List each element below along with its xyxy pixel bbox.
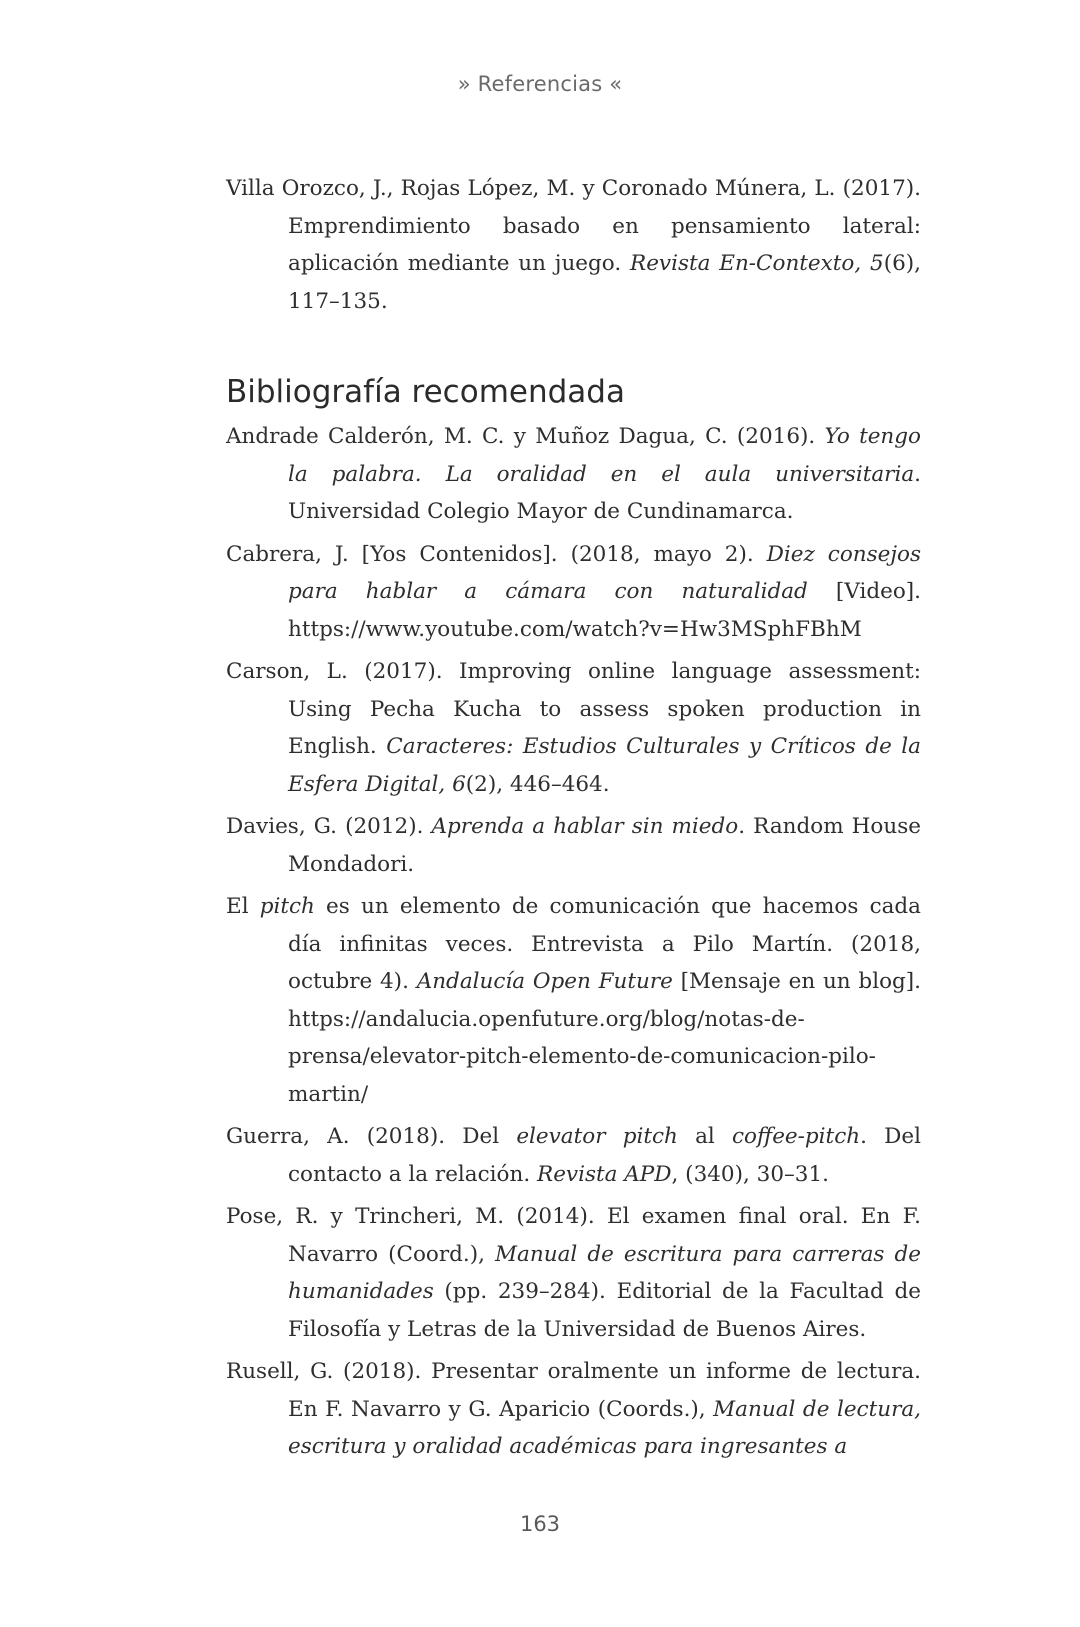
- reference-pose: [226, 1198, 921, 1348]
- reference-el-pitch: [226, 888, 921, 1113]
- ref-term: pitch: [259, 894, 315, 919]
- reference-carson: [226, 653, 921, 803]
- ref-text: Rusell, G. (2018). Presentar oralmente un informe de lectura. En F. Navarro y G. Aparicio (Coords.),: [226, 1359, 921, 1422]
- ref-text: El: [226, 894, 260, 919]
- ref-text: [Mensaje en un blog]. https://andalucia.openfuture.org/blog/notas-de-prensa/elevator-pitch-elemento-de-comunicacion-pilo-martin/: [288, 969, 921, 1107]
- references-column: [226, 170, 921, 1471]
- reference-villa-orozco: [226, 170, 921, 320]
- section-title: Bibliografía recomendada: [226, 374, 625, 410]
- ref-text: . Universidad Colegio Mayor de Cundinamarca.: [288, 461, 921, 524]
- ref-text: Guerra, A. (2018). Del: [226, 1124, 517, 1149]
- ref-term: elevator pitch: [516, 1124, 678, 1149]
- ref-journal: Caracteres: Estudios Culturales y Críticos de la Esfera Digital, 6: [288, 734, 921, 797]
- running-head: » Referencias «: [457, 72, 623, 96]
- ref-title: Manual de lectura, escritura y oralidad académicas para ingresantes a: [288, 1396, 922, 1459]
- ref-text: Cabrera, J. [Yos Contenidos]. (2018, mayo 2).: [226, 541, 767, 567]
- ref-title: Andalucía Open Future: [416, 969, 673, 994]
- ref-text: es un elemento de comunicación que hacemos cada día infinitas veces. Entrevista a Pilo Martín. (2018, octubre 4).: [288, 894, 922, 994]
- ref-text: al: [677, 1124, 732, 1149]
- ref-journal: Revista En-Contexto, 5: [630, 251, 884, 276]
- reference-guerra: [226, 1118, 921, 1193]
- ref-term: coffee-pitch: [731, 1124, 861, 1149]
- ref-title: Yo tengo la palabra. La oralidad en el aula universitaria: [288, 424, 921, 487]
- reference-davies: [226, 808, 921, 883]
- ref-text: Carson, L. (2017). Improving online language assessment: Using Pecha Kucha to assess spoken production in English.: [226, 659, 921, 759]
- ref-text: . Del contacto a la relación.: [288, 1124, 921, 1187]
- page-number: 163: [519, 1512, 561, 1536]
- ref-title: Diez consejos para hablar a cámara con naturalidad: [288, 541, 922, 604]
- reference-rusell: [226, 1353, 921, 1466]
- ref-text: (2), 446–464.: [465, 771, 610, 797]
- ref-text: Villa Orozco, J., Rojas López, M. y Coronado Múnera, L. (2017). Emprendimiento basado en pensamiento lateral: aplicación mediante un juego.: [226, 176, 921, 276]
- ref-text: . Random House Mondadori.: [288, 814, 921, 877]
- ref-text: , (340), 30–31.: [671, 1161, 829, 1187]
- reference-andrade: [226, 418, 921, 531]
- ref-text: [Video]. https://www.youtube.com/watch?v=Hw3MSphFBhM: [288, 579, 921, 642]
- reference-cabrera: [226, 536, 921, 649]
- ref-text: Pose, R. y Trincheri, M. (2014). El examen final oral. En F. Navarro (Coord.),: [226, 1204, 921, 1267]
- ref-journal: Revista APD: [537, 1161, 672, 1187]
- ref-text: (pp. 239–284). Editorial de la Facultad de Filosofía y Letras de la Universidad de Buenos Aires.: [288, 1279, 921, 1342]
- ref-title: Manual de escritura para carreras de humanidades: [288, 1241, 922, 1304]
- ref-text: Andrade Calderón, M. C. y Muñoz Dagua, C. (2016).: [226, 424, 825, 449]
- ref-title: Aprenda a hablar sin miedo: [431, 814, 739, 839]
- ref-details: (6), 117–135.: [288, 251, 921, 314]
- ref-text: Davies, G. (2012).: [226, 814, 432, 839]
